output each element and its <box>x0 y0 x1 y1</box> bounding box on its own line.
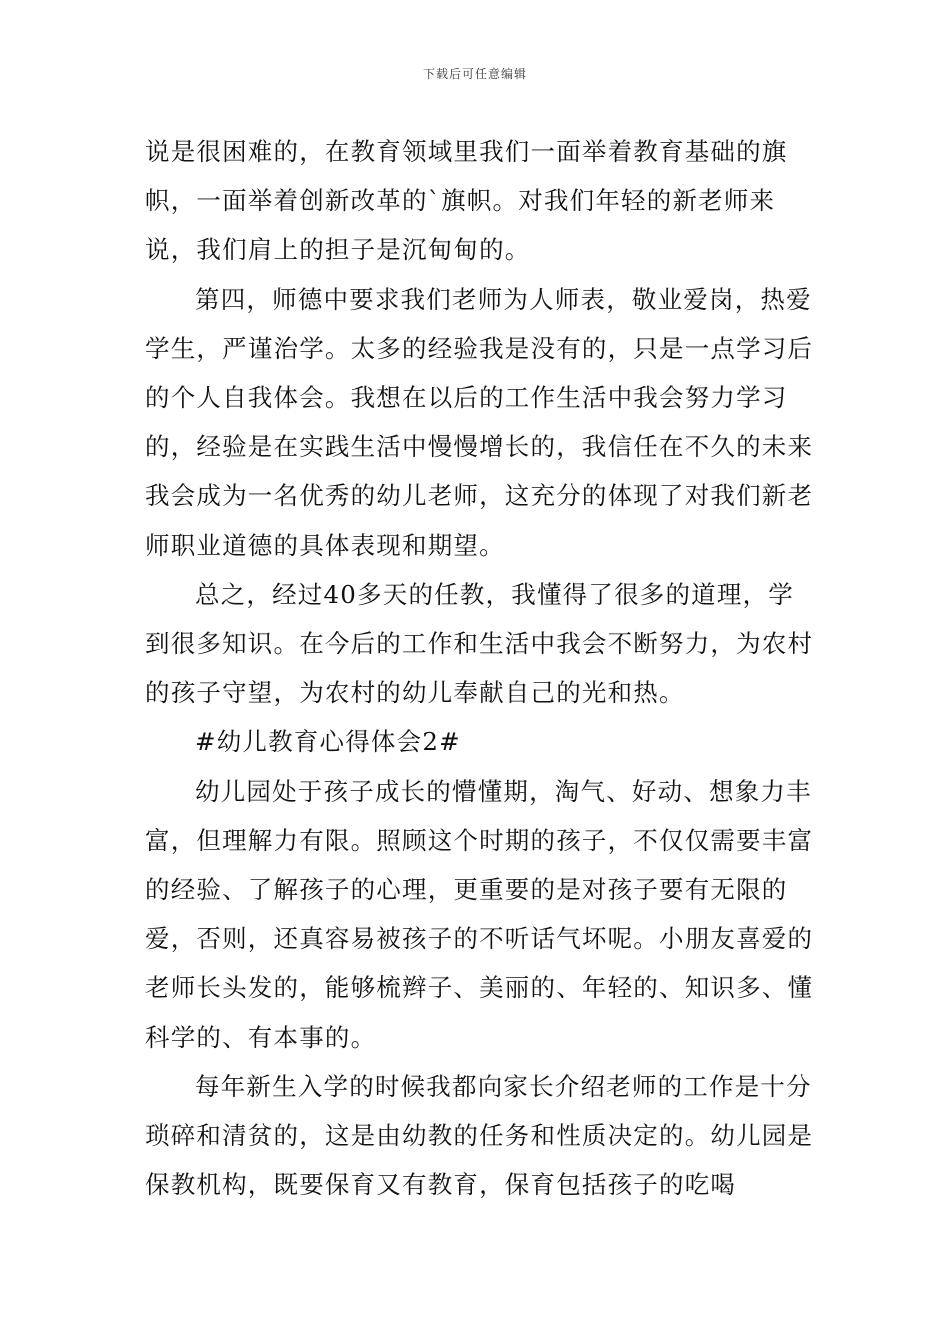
paragraph-summary: 总之，经过40多天的任教，我懂得了很多的道理，学到很多知识。在今后的工作和生活中我会不断努力，为农村的孩子守望，为农村的幼儿奉献自己的光和热。 <box>145 579 814 708</box>
section-heading: #幼儿教育心得体会2# <box>195 727 461 757</box>
paragraph-kindergarten-stage: 幼儿园处于孩子成长的懵懂期，淘气、好动、想象力丰富，但理解力有限。照顾这个时期的孩子，不仅仅需要丰富的经验、了解孩子的心理，更重要的是对孩子要有无限的爱，否则，还真容易被孩子的不听话气坏呢。小朋友喜爱的老师长头发的，能够梳辫子、美丽的、年轻的、知识多、懂科学的、有本事的。 <box>145 776 814 1052</box>
page-header: 下载后可任意编辑 <box>422 67 527 81</box>
paragraph-fourth-point: 第四，师德中要求我们老师为人师表，敬业爱岗，热爱学生，严谨治学。太多的经验我是没有的，只是一点学习后的个人自我体会。我想在以后的工作生活中我会努力学习的，经验是在实践生活中慢慢增长的，我信任在不久的未来我会成为一名优秀的幼儿老师，这充分的体现了对我们新老师职业道德的具体表现和期望。 <box>145 284 814 560</box>
document-body <box>145 127 815 1209</box>
paragraph-continuation: 说是很困难的，在教育领域里我们一面举着教育基础的旗帜，一面举着创新改革的`旗帜。对我们年轻的新老师来说，我们肩上的担子是沉甸甸的。 <box>145 137 788 265</box>
paragraph-new-students: 每年新生入学的时候我都向家长介绍老师的工作是十分琐碎和清贫的，这是由幼教的任务和性质决定的。幼儿园是保教机构，既要保育又有教育，保育包括孩子的吃喝 <box>145 1071 814 1200</box>
